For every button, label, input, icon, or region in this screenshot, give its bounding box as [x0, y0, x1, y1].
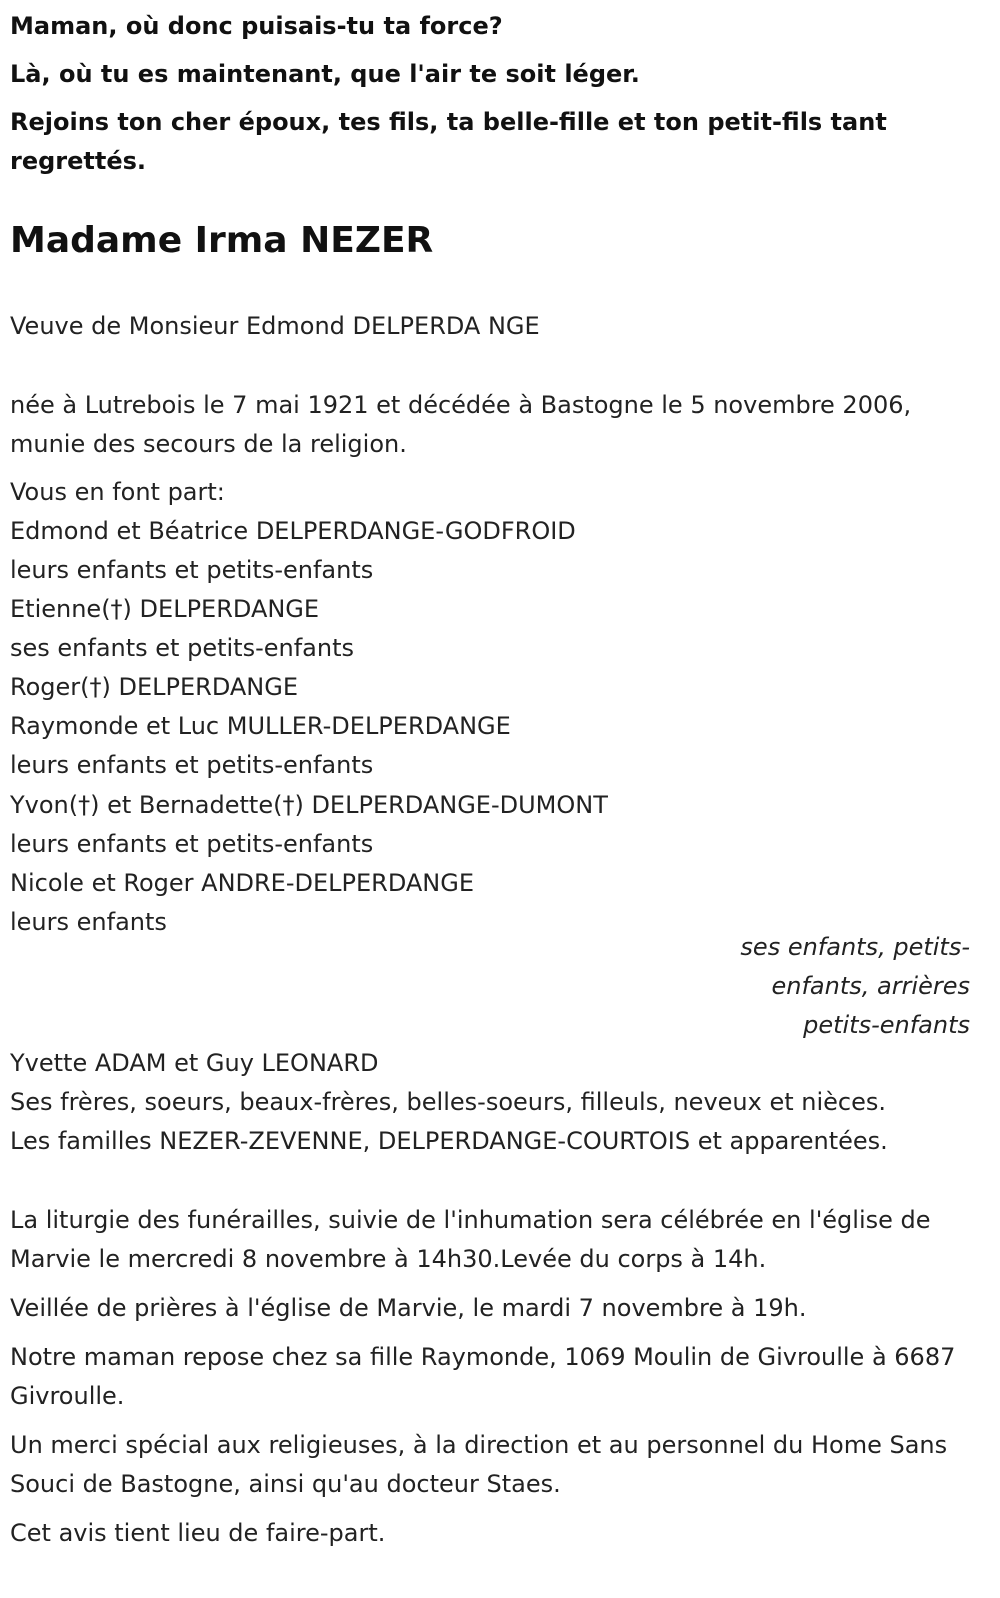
family-line: leurs enfants et petits-enfants [10, 751, 374, 779]
sacraments-line: munie des secours de la religion. [10, 430, 407, 458]
verse-line-1: Maman, où donc puisais-tu ta force? [10, 12, 503, 40]
vigil-info: Veillée de prières à l'église de Marvie, le mardi 7 novembre à 19h. [10, 1294, 807, 1322]
family-line: Roger(†) DELPERDANGE [10, 673, 299, 701]
family-line: Raymonde et Luc MULLER-DELPERDANGE [10, 712, 511, 740]
deceased-name-title: Madame Irma NEZER [10, 220, 434, 261]
family-line: Etienne(†) DELPERDANGE [10, 595, 320, 623]
family-line: leurs enfants et petits-enfants [10, 830, 374, 858]
others-line: Yvette ADAM et Guy LEONARD [10, 1049, 379, 1077]
others-line: Les familles NEZER-ZEVENNE, DELPERDANGE-COURTOIS et apparentées. [10, 1127, 888, 1155]
widow-of-line: Veuve de Monsieur Edmond DELPERDA NGE [10, 312, 540, 340]
family-line: Nicole et Roger ANDRE-DELPERDANGE [10, 869, 475, 897]
announcers-intro: Vous en font part: [10, 478, 225, 506]
closing-line: Cet avis tient lieu de faire-part. [10, 1519, 386, 1547]
verse-line-2: Là, où tu es maintenant, que l'air te soit léger. [10, 60, 640, 88]
birth-death-line: née à Lutrebois le 7 mai 1921 et décédée à Bastogne le 5 novembre 2006, [10, 391, 912, 419]
family-line: Edmond et Béatrice DELPERDANGE-GODFROID [10, 517, 576, 545]
others-line: Ses frères, soeurs, beaux-frères, belles-soeurs, filleuls, neveux et nièces. [10, 1088, 886, 1116]
descendants-note: ses enfants, petits-enfants, arrières petits-enfants [740, 933, 970, 1039]
funeral-info: La liturgie des funérailles, suivie de l'inhumation sera célébrée en l'église de Marvie le mercredi 8 novembre à 14h30.Levée du corps à 14h. [10, 1206, 931, 1273]
thanks-message: Un merci spécial aux religieuses, à la direction et au personnel du Home Sans Souci de Bastogne, ainsi qu'au docteur Staes. [10, 1431, 948, 1498]
family-line: Yvon(†) et Bernadette(†) DELPERDANGE-DUMONT [10, 791, 608, 819]
family-line: leurs enfants [10, 908, 167, 936]
verse-line-3: Rejoins ton cher époux, tes fils, ta belle-fille et ton petit-fils tant regrettés. [10, 108, 887, 175]
family-line: ses enfants et petits-enfants [10, 634, 355, 662]
rest-place-info: Notre maman repose chez sa fille Raymonde, 1069 Moulin de Givroulle à 6687 Givroulle. [10, 1343, 956, 1410]
family-line: leurs enfants et petits-enfants [10, 556, 374, 584]
